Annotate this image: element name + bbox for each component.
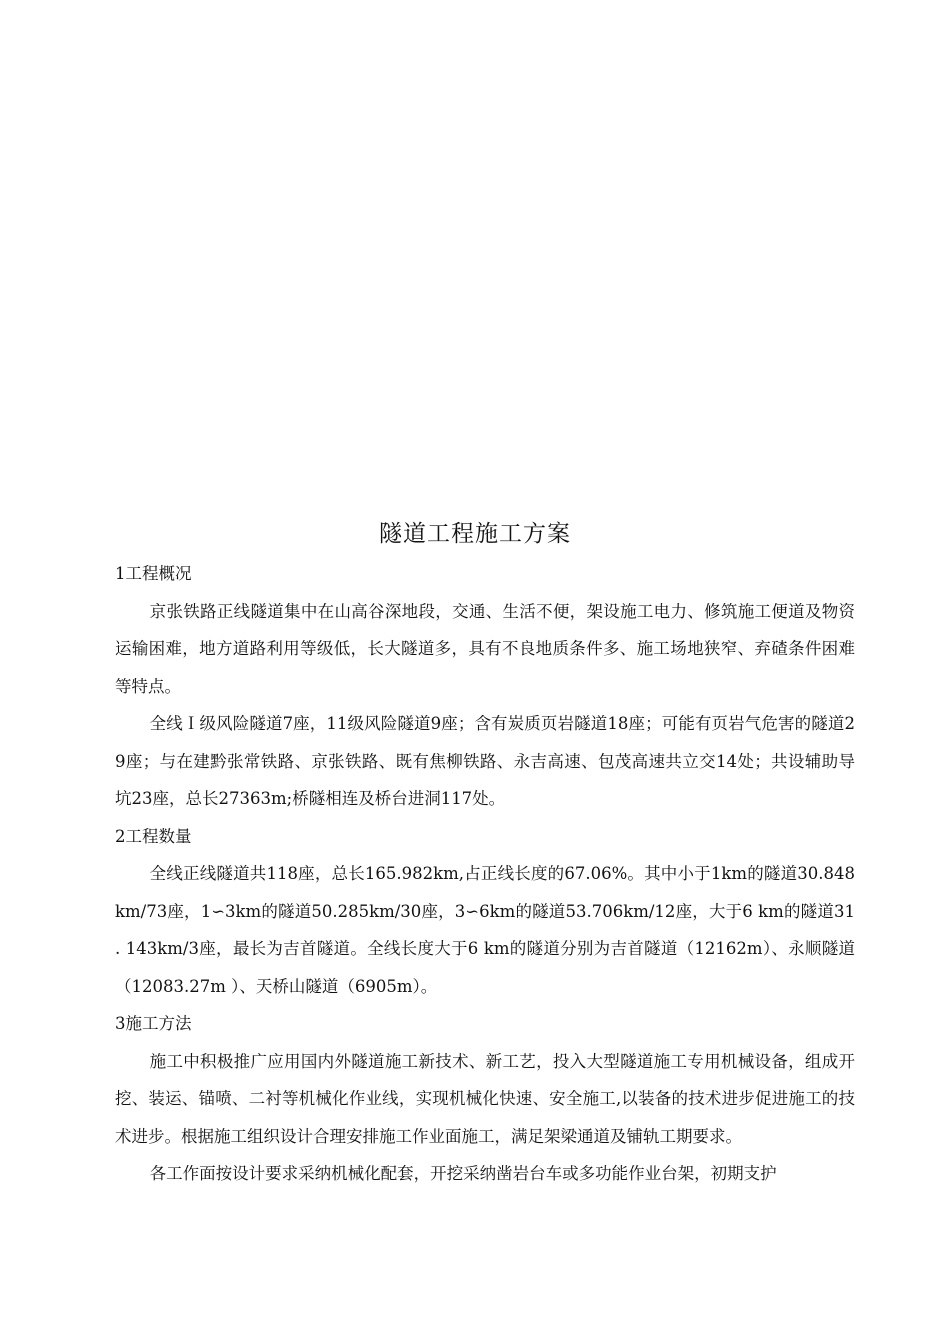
section-heading: 1工程概况	[115, 564, 192, 583]
paragraph: 施工中积极推广应用国内外隧道施工新技术、新工艺，投入大型隧道施工专用机械设备，组成开挖、装运、锚喷、二衬等机械化作业线，实现机械化快速、安全施工,以装备的技术进步促进施工的技术进步。根据施工组织设计合理安排施工作业面施工，满足架梁通道及铺轨工期要求。	[115, 1051, 855, 1146]
paragraph: 全线Ｉ级风险隧道7座，11级风险隧道9座；含有炭质页岩隧道18座；可能有页岩气危害的隧道29座；与在建黔张常铁路、京张铁路、既有焦柳铁路、永吉高速、包茂高速共立交14处；共设辅助导坑23座，总长27363m;桥隧相连及桥台进洞117处。	[115, 714, 855, 808]
section-overview	[115, 555, 855, 818]
section-heading: 2工程数量	[115, 826, 192, 846]
section-methods	[115, 1005, 855, 1193]
paragraph: 各工作面按设计要求采纳机械化配套，开挖采纳凿岩台车或多功能作业台架，初期支护	[149, 1164, 777, 1183]
document-body	[115, 555, 855, 1193]
document-title: 隧道工程施工方案	[379, 521, 571, 547]
paragraph: 京张铁路正线隧道集中在山高谷深地段，交通、生活不便，架设施工电力、修筑施工便道及物资运输困难，地方道路利用等级低，长大隧道多，具有不良地质条件多、施工场地狭窄、弃碴条件困难等特点。	[115, 601, 855, 696]
section-quantities	[115, 818, 855, 1006]
paragraph: 全线正线隧道共118座，总长165.982km,占正线长度的67.06%。其中小于1km的隧道30.848km/73座，1∽3km的隧道50.285km/30座，3∽6km的隧道53.706km/12座，大于6 km的隧道31. 143km/3座，最长为吉首隧道。全线长度大于6 km的隧道分别为吉首隧道（12162m）、永顺隧道（12083.27m ）、天桥山隧道（6905m）。	[115, 864, 855, 996]
section-heading: 3施工方法	[115, 1014, 192, 1033]
